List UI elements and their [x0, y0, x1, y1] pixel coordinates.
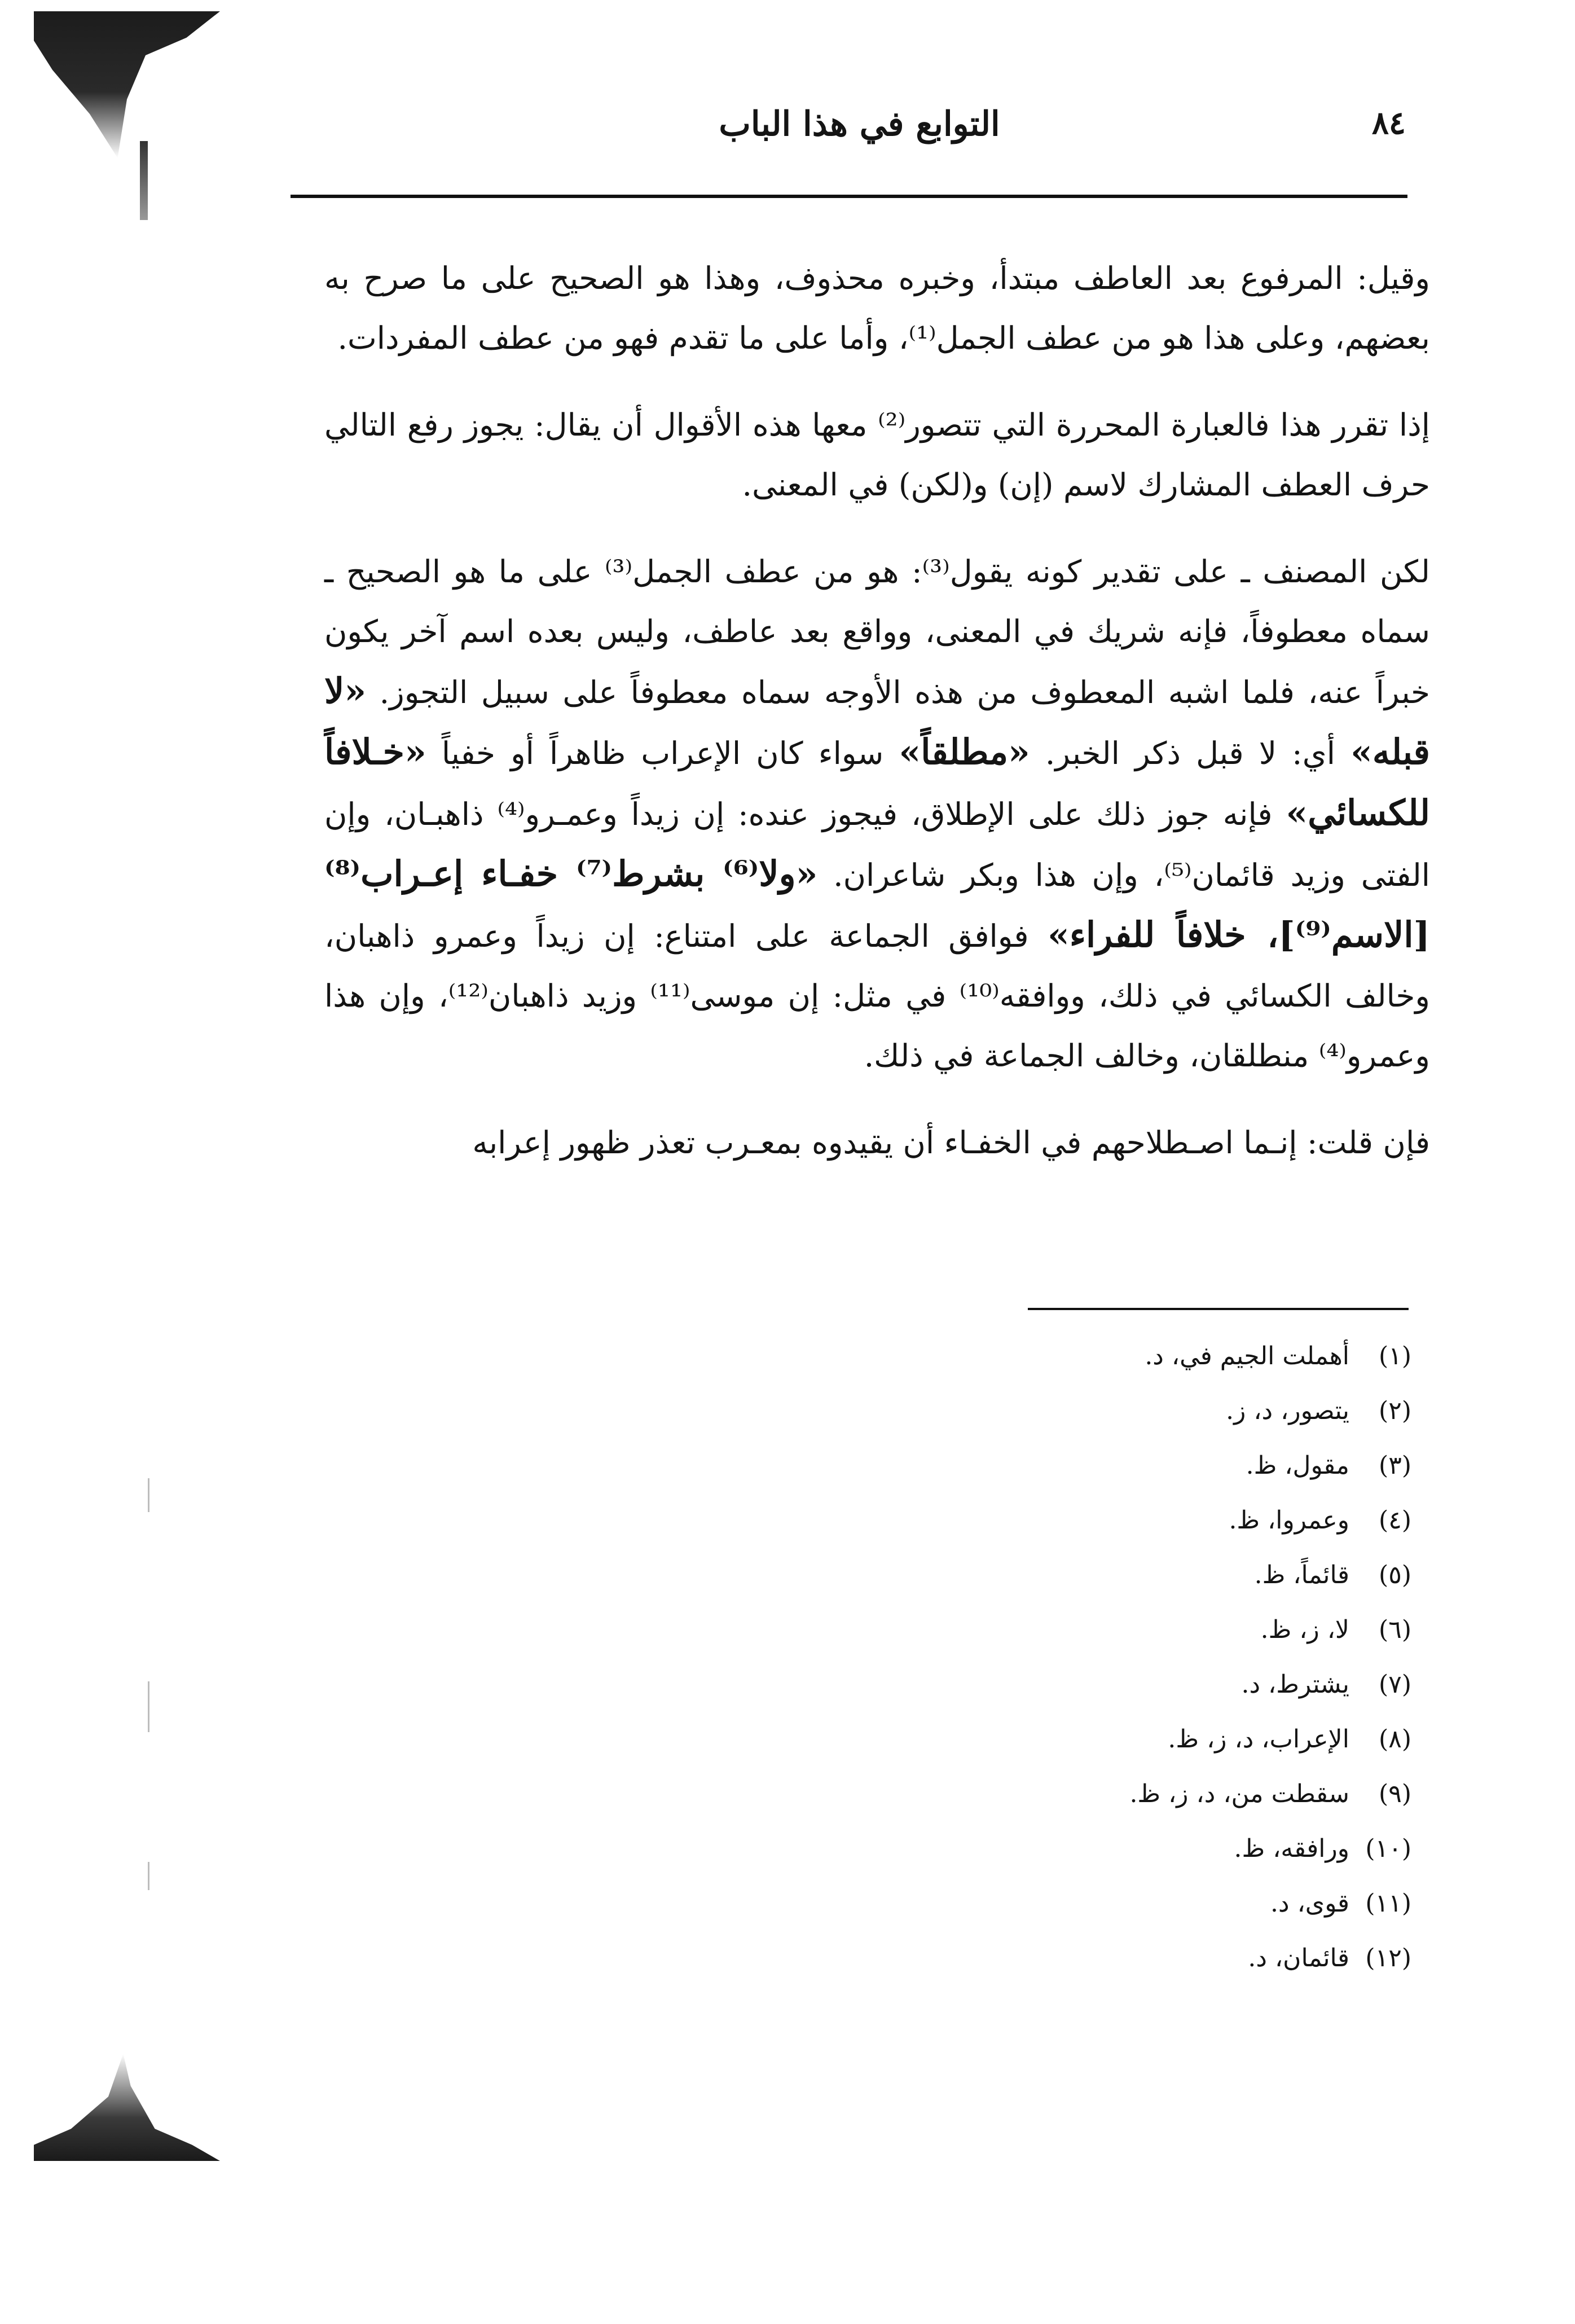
footnote-rule	[1028, 1308, 1409, 1310]
running-title: التوابع في هذا الباب	[719, 104, 1000, 144]
footnote-text: وعمروا، ظ.	[1229, 1506, 1349, 1535]
paragraph-text: سواء كان الإعراب ظاهراً أو خفياً	[426, 735, 899, 771]
footnote	[622, 1712, 1411, 1767]
footnote-number: (٧)	[1379, 1670, 1411, 1699]
footnote	[622, 1383, 1411, 1438]
footnote	[622, 1876, 1411, 1931]
matn-quote: «ولا⁽⁶⁾ بشرط⁽⁷⁾ خفـاء إعـراب⁽⁸⁾ [الاسم⁽⁹⁾]، خلافاً للفراء»	[324, 853, 1430, 955]
footnote-number: (٢)	[1379, 1396, 1411, 1425]
scan-edge-mark	[148, 1681, 149, 1732]
footnote-number: (٤)	[1379, 1506, 1411, 1535]
footnote-number: (١٢)	[1365, 1944, 1411, 1972]
footnote-number: (٥)	[1379, 1561, 1411, 1589]
footnote	[622, 1548, 1411, 1602]
footnote-text: يشترط، د.	[1241, 1670, 1349, 1699]
scan-edge-mark	[148, 1478, 149, 1512]
footnote-number: (٩)	[1379, 1780, 1411, 1808]
footnotes-list	[622, 1329, 1411, 1985]
footnote	[622, 1493, 1411, 1548]
matn-quote: «مطلقاً»	[899, 731, 1030, 772]
paragraph: وقيل: المرفوع بعد العاطف مبتدأ، وخبره محذوف، وهذا هو الصحيح على ما صرح به بعضهم، وعلى هذا هو من عطف الجمل⁽¹⁾، وأما على ما تقدم فهو من عطف المفردات.	[324, 260, 1430, 356]
footnote-text: ورافقه، ظ.	[1234, 1834, 1349, 1863]
paragraph-text: لكن المصنف ـ على تقدير كونه يقول⁽³⁾: هو من عطف الجمل⁽³⁾ على ما هو الصحيح ـ سماه معطوفاً، فإنه شريك في المعنى، وواقع بعد عاطف، وليس بعده اسم آخر يكون خبراً عنه، فلما اشبه المعطوف من هذه الأوجه سماه معطوفاً على سبيل التجوز.	[324, 553, 1430, 710]
scan-edge-stem	[140, 141, 148, 220]
scan-edge-shadow-top	[34, 11, 220, 158]
footnote-number: (١)	[1379, 1342, 1411, 1370]
footnote	[622, 1329, 1411, 1383]
paragraph-text: فوافق الجماعة على امتناع: إن زيداً وعمرو ذاهبان، وخالف الكسائي في ذلك، ووافقه⁽¹⁰⁾ في مثل: إن موسى⁽¹¹⁾ وزيد ذاهبان⁽¹²⁾، وإن هذا وعمرو⁽⁴⁾ منطلقان، وخالف الجماعة في ذلك.	[324, 918, 1430, 1074]
matn-quote: «خـلافاً للكسائي»	[324, 731, 1430, 833]
page-header	[313, 104, 1406, 150]
footnote-text: أهملت الجيم في، د.	[1145, 1342, 1349, 1370]
footnote-text: الإعراب، د، ز، ظ.	[1168, 1725, 1349, 1754]
paragraph: فإن قلت: إنـما اصـطلاحهم في الخفـاء أن يقيدوه بمعـرب تعذر ظهور إعرابه	[472, 1124, 1430, 1161]
paragraph: إذا تقرر هذا فالعبارة المحررة التي تتصور⁽²⁾ معها هذه الأقوال أن يقال: يجوز رفع التالي حرف العطف المشارك لاسم (إن) و(لكن) في المعنى.	[324, 407, 1430, 503]
header-rule	[291, 195, 1407, 198]
footnote	[622, 1657, 1411, 1712]
page-number: ٨٤	[1371, 104, 1406, 142]
footnote-number: (٨)	[1379, 1725, 1411, 1754]
footnote	[622, 1931, 1411, 1985]
paragraph	[324, 542, 1430, 1086]
footnote-number: (٣)	[1379, 1451, 1411, 1480]
scan-edge-shadow-bottom	[34, 2054, 220, 2161]
footnote-text: قائمان، د.	[1248, 1944, 1349, 1972]
footnote-text: مقول، ظ.	[1246, 1451, 1349, 1480]
footnote-text: يتصور، د، ز.	[1226, 1396, 1349, 1425]
main-text	[324, 248, 1430, 1180]
footnote-number: (١٠)	[1365, 1834, 1411, 1863]
footnote-number: (١١)	[1365, 1889, 1411, 1918]
footnote-text: سقطت من، د، ز، ظ.	[1129, 1780, 1349, 1808]
matn-quote: «لا قبله»	[324, 670, 1430, 772]
footnote	[622, 1438, 1411, 1493]
paragraph-text: فإنه جوز ذلك على الإطلاق، فيجوز عنده: إن زيداً وعمـرو⁽⁴⁾ ذاهبـان، وإن الفتى وزيد قائمان⁽⁵⁾، وإن هذا وبكر شاعران.	[324, 796, 1431, 893]
footnote-number: (٦)	[1379, 1615, 1411, 1644]
footnote-text: قائماً، ظ.	[1254, 1561, 1349, 1589]
footnote	[622, 1821, 1411, 1876]
footnote-text: قوى، د.	[1270, 1889, 1349, 1918]
paragraph-text: أي: لا قبل ذكر الخبر.	[1030, 735, 1351, 771]
footnote	[622, 1767, 1411, 1821]
footnote-text: لا، ز، ظ.	[1260, 1615, 1349, 1644]
footnote	[622, 1602, 1411, 1657]
scan-edge-mark	[148, 1862, 149, 1890]
